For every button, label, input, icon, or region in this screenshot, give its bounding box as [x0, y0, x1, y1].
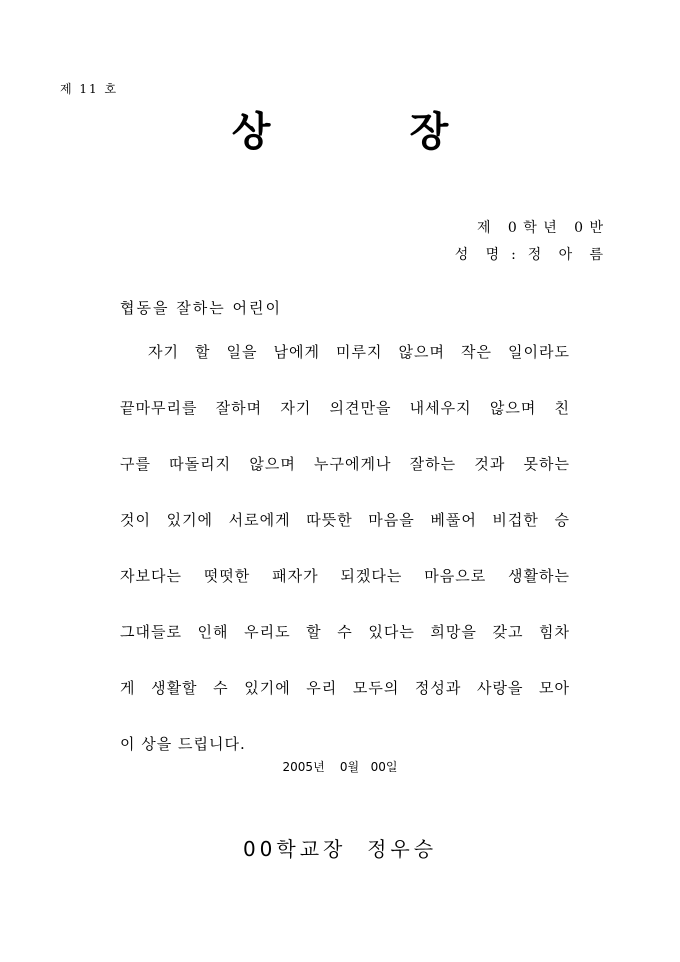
- certificate-body: [120, 341, 570, 789]
- body-line: 그대들로 인해 우리도 할 수 있다는 희망을 갖고 힘차: [120, 623, 570, 641]
- body-line: 것이 있기에 서로에게 따뜻한 마음을 베풀어 비겁한 승: [120, 511, 570, 529]
- body-line: 구를 따돌리지 않으며 누구에게나 잘하는 것과 못하는: [120, 455, 570, 473]
- body-line: 게 생활할 수 있기에 우리 모두의 정성과 사랑을 모아: [120, 679, 570, 697]
- body-line: 이 상을 드립니다.: [120, 735, 246, 753]
- body-line: 끝마무리를 잘하며 자기 의견만을 내세우지 않으며 친: [120, 399, 570, 417]
- body-line: 자기 할 일을 남에게 미루지 않으며 작은 일이라도: [148, 343, 570, 361]
- award-name: 협동을 잘하는 어린이: [120, 299, 282, 317]
- recipient-name: 성 명 : 정 아 름: [454, 247, 604, 263]
- certificate-title: 상 장: [231, 109, 449, 155]
- document-number: 제 11 호: [60, 82, 119, 96]
- recipient-class: 제 0 학 년 0 반: [477, 220, 604, 236]
- body-line: 자보다는 떳떳한 패자가 되겠다는 마음으로 생활하는: [120, 567, 570, 585]
- signature: 00학교장 정우승: [242, 837, 438, 861]
- issue-date: 2005년 0월 00일: [282, 760, 398, 774]
- recipient-info: [455, 215, 604, 269]
